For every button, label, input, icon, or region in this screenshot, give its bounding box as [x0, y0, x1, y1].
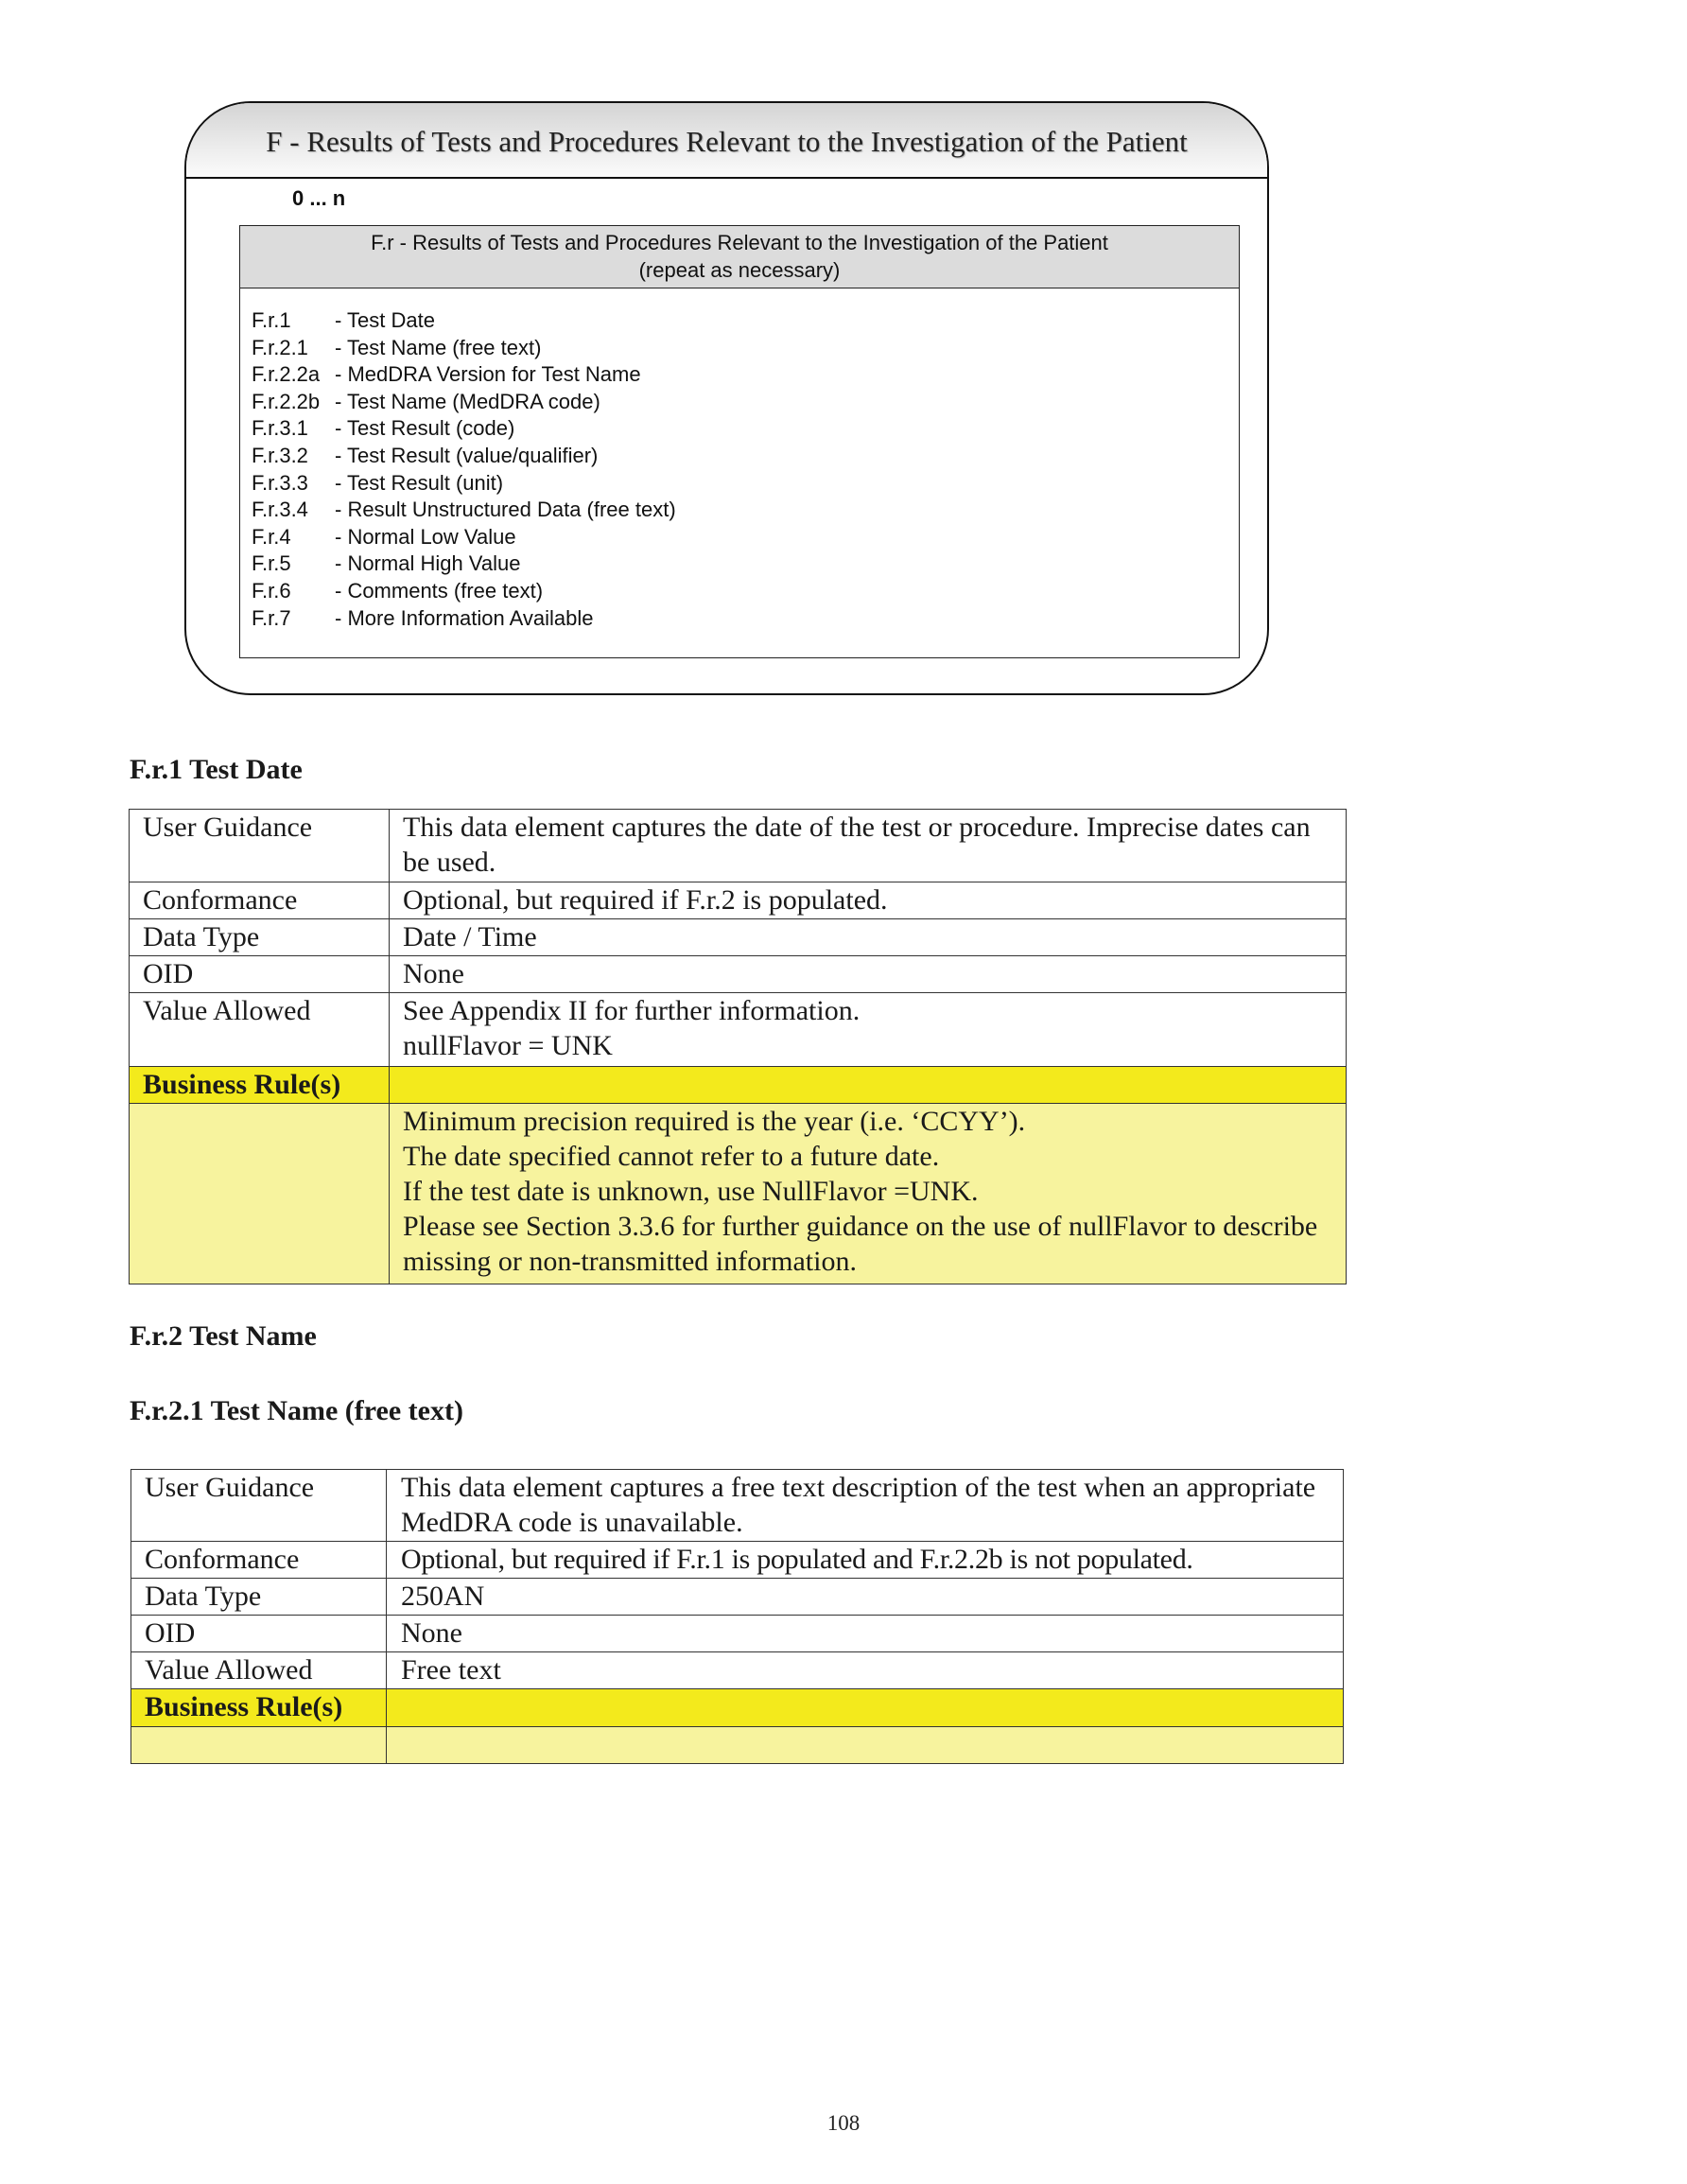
element-code: F.r.3.4	[252, 498, 308, 522]
table-row	[130, 919, 1347, 956]
business-rules-body-empty	[130, 1104, 390, 1284]
business-rules-text	[387, 1727, 1344, 1764]
row-value	[390, 993, 1347, 1067]
business-rule: Please see Section 3.3.6 for further guidance on the use of nullFlavor to describe missing or non-transmitted information.	[403, 1211, 1318, 1277]
heading-fr2-test-name: F.r.2 Test Name	[130, 1320, 317, 1352]
list-item	[252, 443, 1239, 470]
element-label: - Test Result (code)	[335, 416, 515, 441]
business-rules-label: Business Rule(s)	[130, 1067, 390, 1104]
table-row	[130, 993, 1347, 1067]
heading-fr21-test-name-free-text: F.r.2.1 Test Name (free text)	[130, 1395, 463, 1426]
row-value: 250AN	[387, 1579, 1344, 1616]
cardinality-label: 0 ... n	[292, 186, 346, 210]
page-number: 108	[826, 2111, 861, 2135]
business-rules-body-row	[131, 1727, 1344, 1764]
list-item	[252, 335, 1239, 362]
diagram-header	[186, 103, 1267, 179]
element-label: - Test Name (MedDRA code)	[335, 389, 600, 413]
fr21-spec-table	[130, 1469, 1344, 1764]
value-line: See Appendix II for further information.	[403, 995, 861, 1026]
business-rules-label: Business Rule(s)	[131, 1689, 387, 1727]
repeating-group-header	[240, 226, 1239, 288]
table-row	[131, 1579, 1344, 1616]
row-value: Free text	[387, 1652, 1344, 1689]
element-code: F.r.3.1	[252, 416, 308, 441]
element-code: F.r.2.2b	[252, 389, 321, 413]
business-rules-text	[390, 1104, 1347, 1284]
row-label: Data Type	[131, 1579, 387, 1616]
element-code: F.r.6	[252, 578, 291, 603]
element-label: - Test Result (unit)	[335, 470, 504, 495]
business-rule: Minimum precision required is the year (i.e. ‘CCYY’).	[403, 1106, 1026, 1137]
row-label: Value Allowed	[130, 993, 390, 1067]
list-item	[252, 497, 1239, 524]
row-value: None	[387, 1616, 1344, 1652]
row-value: Optional, but required if F.r.2 is populated.	[390, 882, 1347, 919]
element-code: F.r.5	[252, 551, 291, 576]
table-row	[131, 1652, 1344, 1689]
table-row	[131, 1616, 1344, 1652]
table-row	[130, 956, 1347, 993]
element-label: - Test Name (free text)	[335, 335, 542, 359]
table-row	[130, 810, 1347, 882]
element-label: - Comments (free text)	[335, 578, 544, 603]
business-rules-body-empty	[131, 1727, 387, 1764]
section-overview-diagram	[184, 101, 1269, 695]
heading-fr1-test-date: F.r.1 Test Date	[130, 754, 303, 785]
list-item	[252, 524, 1239, 551]
element-code: F.r.3.3	[252, 470, 308, 495]
row-value: Optional, but required if F.r.1 is populated and F.r.2.2b is not populated.	[387, 1542, 1344, 1579]
row-value: Date / Time	[390, 919, 1347, 956]
business-rules-header-row	[130, 1067, 1347, 1104]
table-row	[131, 1542, 1344, 1579]
row-value: None	[390, 956, 1347, 993]
business-rules-header-empty	[387, 1689, 1344, 1727]
row-label: Data Type	[130, 919, 390, 956]
row-label: User Guidance	[131, 1470, 387, 1542]
element-label: - Test Result (value/qualifier)	[335, 443, 599, 467]
list-item	[252, 307, 1239, 335]
element-code: F.r.3.2	[252, 443, 308, 467]
repeating-group-title: F.r - Results of Tests and Procedures Relevant to the Investigation of the Patient	[371, 231, 1108, 254]
business-rules-header-empty	[390, 1067, 1347, 1104]
element-label: - Normal Low Value	[335, 524, 516, 549]
list-item	[252, 415, 1239, 443]
element-label: - More Information Available	[335, 605, 594, 630]
list-item	[252, 578, 1239, 605]
element-label: - Result Unstructured Data (free text)	[335, 498, 676, 522]
list-item	[252, 361, 1239, 389]
repeating-group-box	[239, 225, 1240, 658]
business-rule: The date specified cannot refer to a future date.	[403, 1141, 940, 1172]
data-element-list	[240, 288, 1239, 632]
list-item	[252, 389, 1239, 416]
row-value: This data element captures a free text description of the test when an appropriate MedDRA code is unavailable.	[387, 1470, 1344, 1542]
element-label: - Normal High Value	[335, 551, 521, 576]
list-item	[252, 605, 1239, 633]
business-rules-header-row	[131, 1689, 1344, 1727]
fr1-spec-table	[129, 809, 1347, 1284]
element-code: F.r.2.2a	[252, 362, 321, 387]
row-label: User Guidance	[130, 810, 390, 882]
row-label: OID	[130, 956, 390, 993]
repeating-group-subtitle: (repeat as necessary)	[638, 257, 841, 282]
table-row	[130, 882, 1347, 919]
element-code: F.r.1	[252, 308, 291, 332]
row-label: OID	[131, 1616, 387, 1652]
element-label: - MedDRA Version for Test Name	[335, 362, 641, 387]
business-rule: If the test date is unknown, use NullFlavor =UNK.	[403, 1176, 979, 1207]
element-code: F.r.7	[252, 605, 291, 630]
row-value: This data element captures the date of the test or procedure. Imprecise dates can be used.	[390, 810, 1347, 882]
row-label: Conformance	[131, 1542, 387, 1579]
diagram-title: F - Results of Tests and Procedures Relevant to the Investigation of the Patient	[266, 125, 1188, 158]
element-code: F.r.4	[252, 524, 291, 549]
element-code: F.r.2.1	[252, 335, 308, 359]
business-rules-body-row	[130, 1104, 1347, 1284]
list-item	[252, 550, 1239, 578]
element-label: - Test Date	[335, 308, 435, 332]
table-row	[131, 1470, 1344, 1542]
value-line: nullFlavor = UNK	[403, 1030, 613, 1061]
list-item	[252, 470, 1239, 498]
row-label: Value Allowed	[131, 1652, 387, 1689]
row-label: Conformance	[130, 882, 390, 919]
